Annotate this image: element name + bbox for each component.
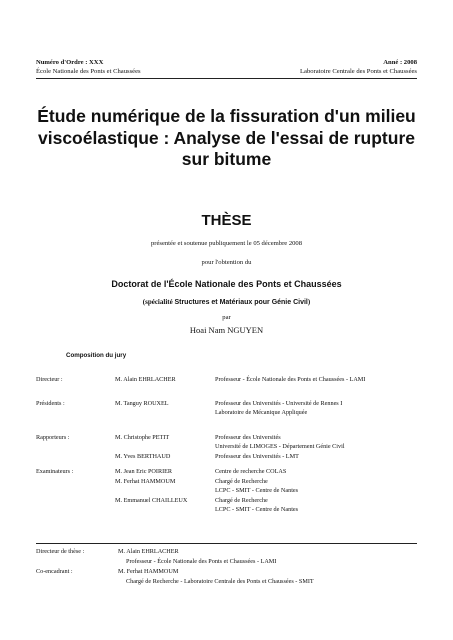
jury-member-name: M. Tanguy ROUXEL (115, 400, 169, 407)
jury-member-detail: LCPC - SMIT - Centre de Nantes (215, 506, 299, 513)
school-name: École Nationale des Ponts et Chaussées (36, 68, 141, 75)
jury-role: Directeur : (36, 376, 63, 383)
author-name: Hoai Nam NGUYEN (189, 325, 264, 335)
obtain-line: pour l'obtention du (201, 259, 252, 266)
specialty-prefix: (spécialité (142, 298, 173, 306)
jury-member-detail: Chargé de Recherche (215, 497, 268, 504)
jury-member-detail: Professeur des Universités (215, 434, 281, 441)
jury-member-detail: LCPC - SMIT - Centre de Nantes (215, 487, 299, 494)
director-label: Directeur de thèse : (36, 548, 85, 555)
degree-name: Doctorat de l'École Nationale des Ponts et Chaussées (111, 279, 342, 289)
director-detail: Professeur - École Nationale des Ponts et Chaussées - LAMI (126, 558, 277, 565)
jury-role: Présidents : (36, 400, 65, 407)
year: Anné : 2008 (383, 59, 417, 66)
thesis-title: Étude numérique de la fissuration d'un milieu viscoélastique : Analyse de l'essai de rupture sur bitume (37, 106, 416, 169)
order-number: Numéro d'Ordre : XXX (36, 59, 104, 66)
specialty-suffix: ) (307, 298, 311, 306)
coadvisor-name: M. Ferhat HAMMOUM (118, 568, 179, 575)
presented-line: présentée et soutenue publiquement le 05 décembre 2008 (150, 240, 303, 247)
specialty-name: Structures et Matériaux pour Génie Civil (174, 299, 308, 306)
coadvisor-label: Co-encadrant : (36, 568, 73, 575)
jury-member-name: M. Jean Eric POIRIER (115, 468, 173, 475)
header-rule (36, 78, 417, 79)
footer-rule (36, 543, 417, 544)
jury-member-name: M. Christophe PETIT (115, 434, 170, 441)
jury-member-detail: Université de LIMOGES - Département Génie Civil (215, 443, 345, 450)
jury-member-detail: Centre de recherche COLAS (215, 468, 287, 475)
director-name: M. Alain EHRLACHER (118, 548, 179, 555)
jury-member-detail: Chargé de Recherche (215, 478, 268, 485)
jury-member-detail: Laboratoire de Mécanique Appliquée (215, 409, 308, 416)
jury-role: Examinateurs : (36, 468, 74, 475)
jury-role: Rapporteurs : (36, 434, 70, 441)
jury-member-name: M. Alain EHRLACHER (115, 376, 176, 383)
coadvisor-detail: Chargé de Recherche - Laboratoire Centrale des Ponts et Chaussées - SMIT (126, 578, 314, 585)
jury-member-name: M. Emmanuel CHAILLEUX (115, 497, 188, 504)
specialty (0, 298, 453, 306)
jury-heading: Composition du jury (66, 352, 127, 359)
thesis-label: THÈSE (201, 212, 252, 229)
laboratory-name: Laboratoire Centrale des Ponts et Chaussées (299, 68, 417, 75)
jury-member-name: M. Yves BERTHAUD (115, 453, 171, 460)
by-label: par (222, 314, 231, 321)
jury-member-detail: Professeur - École Nationale des Ponts et Chaussées - LAMI (215, 376, 366, 383)
jury-member-name: M. Ferhat HAMMOUM (115, 478, 176, 485)
jury-member-detail: Professeur des Universités - LMT (215, 453, 299, 460)
jury-member-detail: Professeur des Universités - Université de Rennes I (215, 400, 343, 407)
